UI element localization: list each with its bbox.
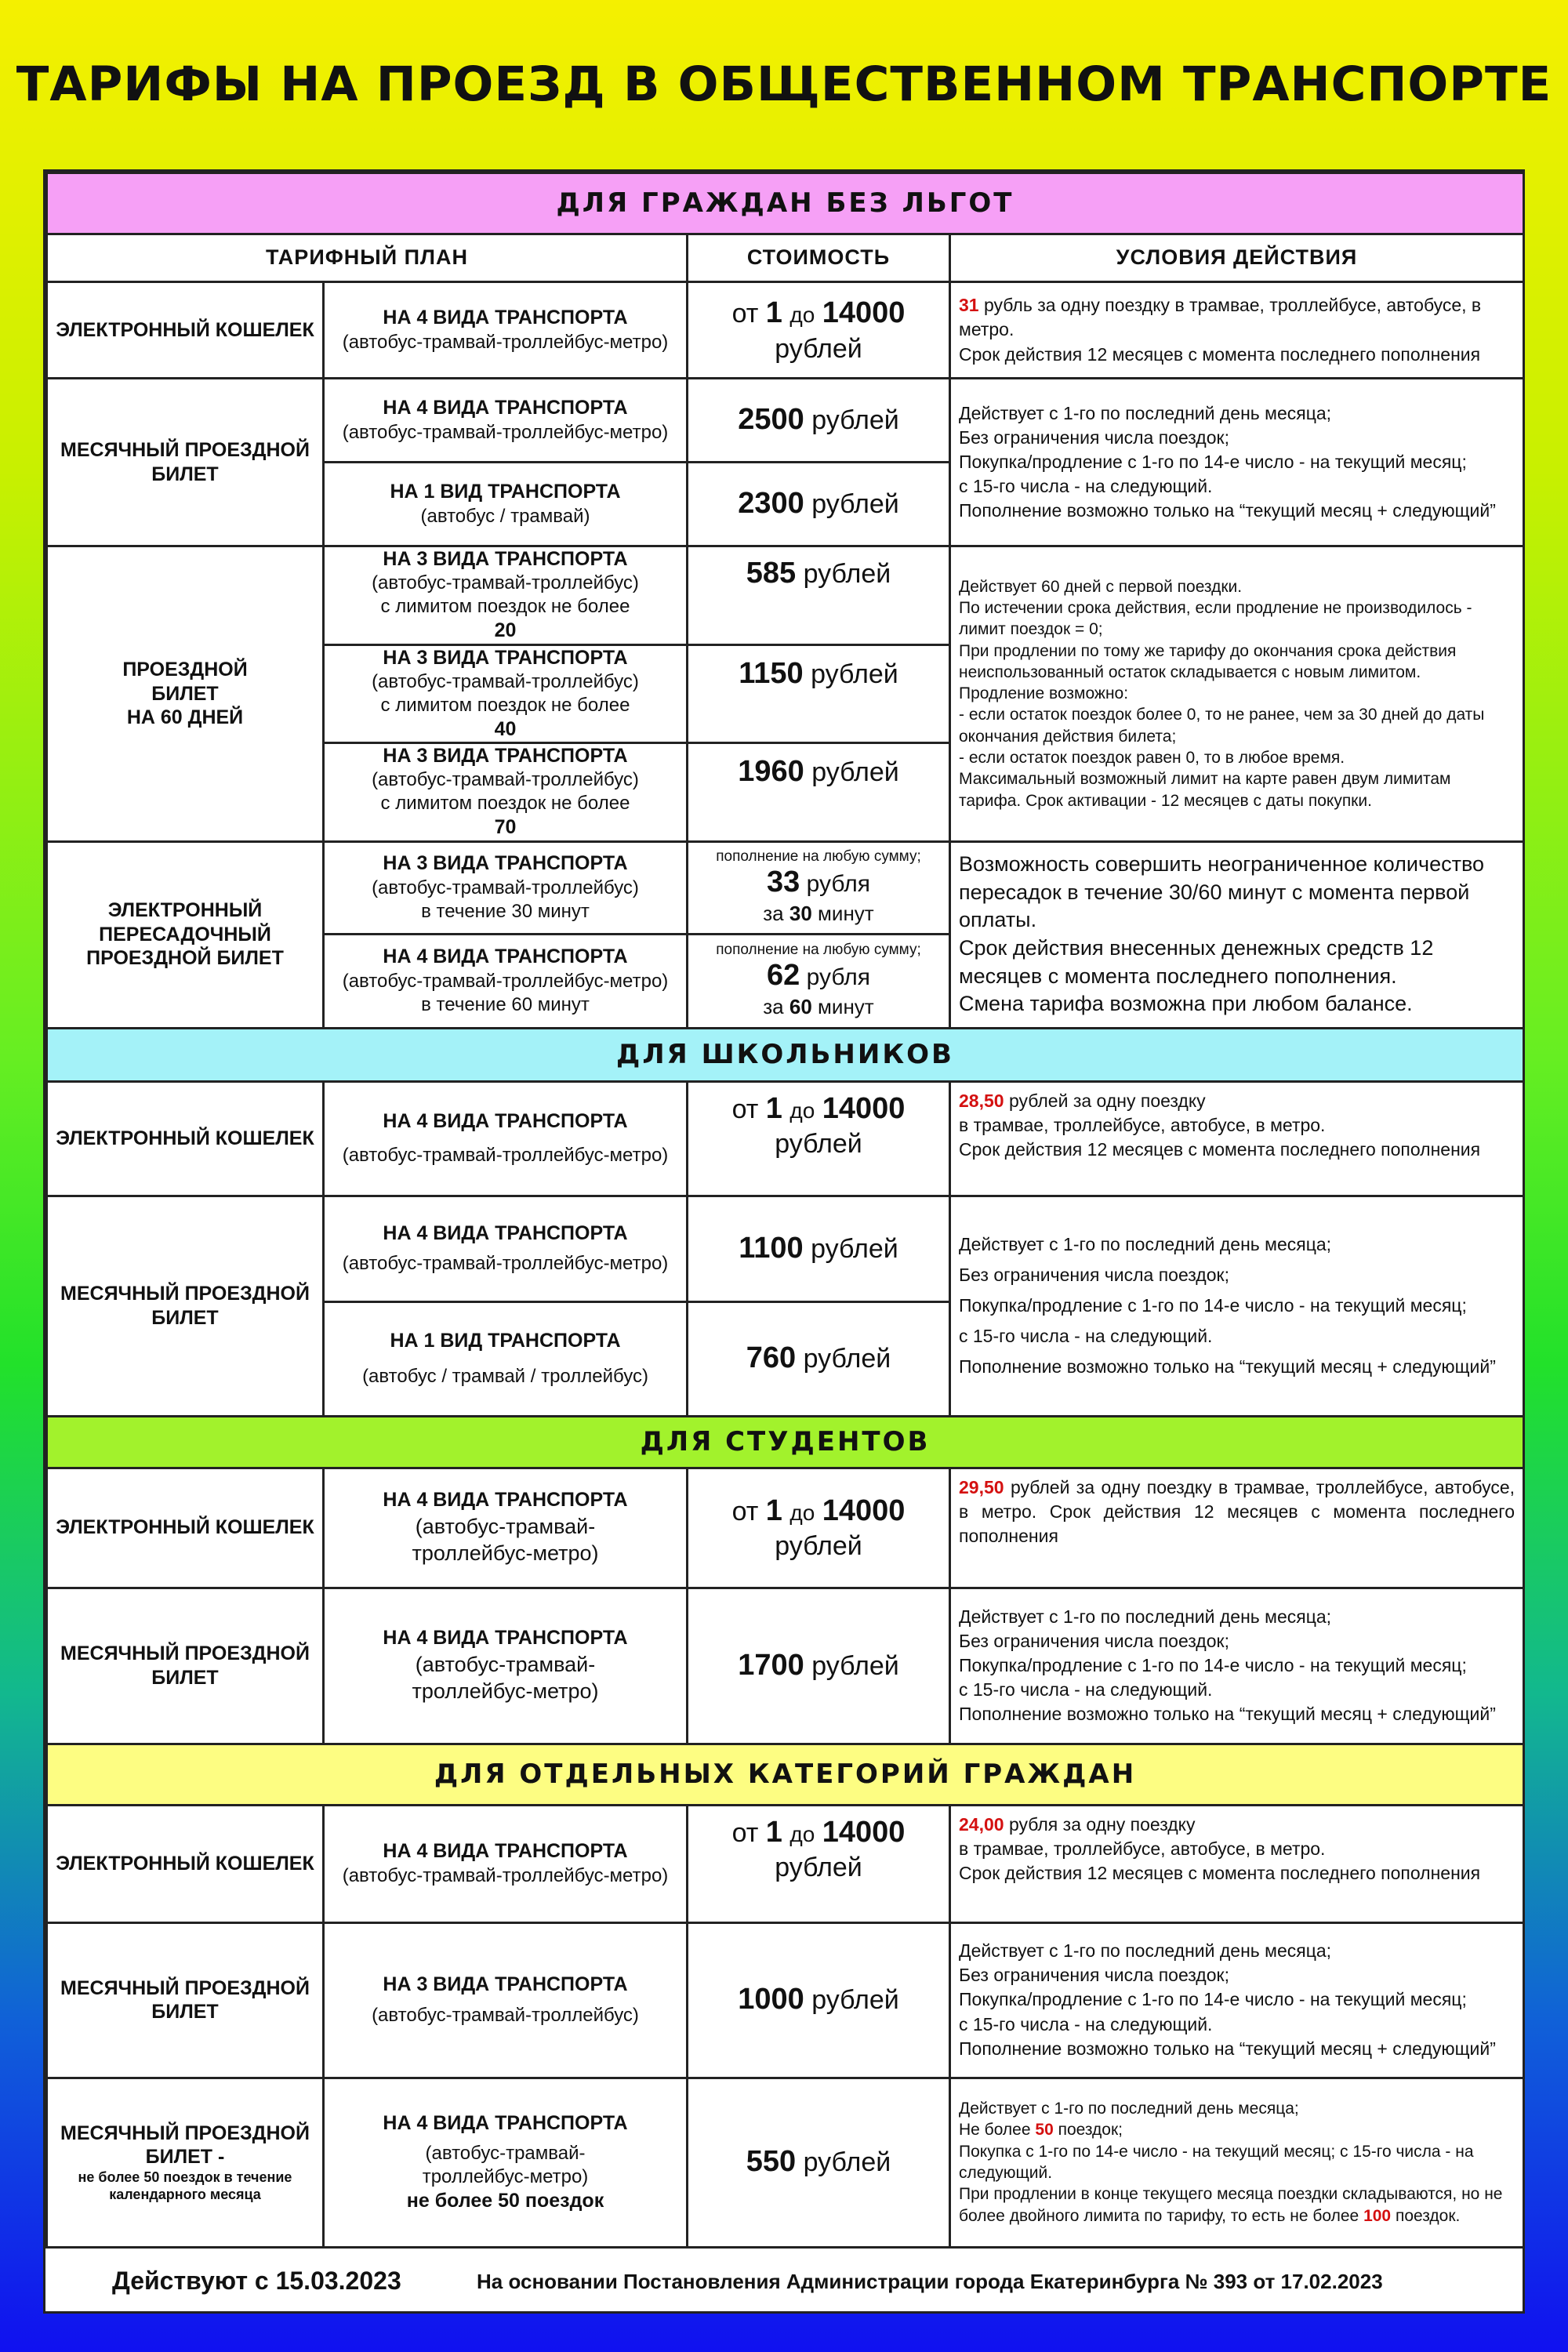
price-cell bbox=[688, 743, 950, 842]
plan-modes: (автобус-трамвай-троллейбус-метро) bbox=[342, 970, 669, 992]
category-cell: ЭЛЕКТРОННЫЙ КОШЕЛЕК bbox=[47, 1805, 324, 1922]
conditions-cell bbox=[950, 1196, 1524, 1416]
table-row bbox=[47, 1081, 1524, 1196]
table-row bbox=[47, 1196, 1524, 1301]
condition-line: в трамвае, троллейбусе, автобусе, в метро. bbox=[959, 1838, 1326, 1859]
condition-line: Действует с 1-го по последний день месяца; bbox=[959, 2100, 1299, 2118]
condition-line: в трамвае, троллейбусе, автобусе, в метро. bbox=[959, 1114, 1326, 1135]
condition-line: рублей за одну поездку в трамвае, троллейбусе, автобусе, в метро. Срок действия 12 месяцев с момента последнего пополнения bbox=[959, 1476, 1515, 1546]
table-row bbox=[47, 546, 1524, 645]
section-title: ДЛЯ ГРАЖДАН БЕЗ ЛЬГОТ bbox=[47, 173, 1524, 234]
table-row bbox=[47, 841, 1524, 934]
price-cell bbox=[688, 282, 950, 379]
condition-line: Покупка с 1-го по 14-е число - на текущий месяц; с 15-го числа - на следующий. bbox=[959, 2142, 1474, 2182]
plan-time: в течение 60 минут bbox=[421, 993, 590, 1015]
plan-modes: (автобус / трамвай / троллейбус) bbox=[362, 1365, 648, 1387]
conditions-cell bbox=[950, 1588, 1524, 1744]
price-to: до bbox=[789, 303, 815, 327]
condition-line: При продлении в конце текущего месяца поездки складываются, но не более двойного лимита по тарифу, то есть не более bbox=[959, 2185, 1503, 2225]
table-row bbox=[47, 1588, 1524, 1744]
plan-modes: (автобус-трамвай-троллейбус) bbox=[372, 877, 639, 898]
plan-modes: (автобус-трамвай-троллейбус-метро) bbox=[342, 1144, 669, 1166]
plan-cell bbox=[324, 743, 688, 842]
legal-basis: На основании Постановления Администрации города Екатеринбурга № 393 от 17.02.2023 bbox=[477, 2270, 1383, 2293]
condition-line: поездок; bbox=[1058, 2121, 1123, 2140]
plan-modes: (автобус-трамвай-троллейбус) bbox=[372, 769, 639, 791]
category-cell: ЭЛЕКТРОННЫЙ КОШЕЛЕК bbox=[47, 282, 324, 379]
conditions-cell bbox=[950, 546, 1524, 842]
limit-text: с лимитом поездок не более bbox=[380, 694, 630, 716]
trip-limit-value: 50 bbox=[1035, 2121, 1054, 2140]
condition-line: Покупка/продление с 1-го по 14-е число - на текущий месяц; bbox=[959, 451, 1467, 472]
category-title: МЕСЯЧНЫЙ ПРОЕЗДНОЙ БИЛЕТ - bbox=[60, 2122, 310, 2169]
condition-line: Смена тарифа возможна при любом балансе. bbox=[959, 992, 1413, 1016]
plan-cell bbox=[324, 1922, 688, 2078]
plan-modes: (автобус-трамвай-троллейбус-метро) bbox=[412, 1515, 599, 1566]
plan-cell bbox=[324, 463, 688, 546]
plan-cell bbox=[324, 1301, 688, 1416]
plan-modes: (автобус-трамвай-троллейбус-метро) bbox=[342, 1253, 669, 1275]
section-students-header bbox=[47, 1416, 1524, 1468]
plan-title: НА 4 ВИДА ТРАНСПОРТА bbox=[383, 1110, 628, 1133]
price-value: 760 bbox=[746, 1341, 797, 1375]
price-cell bbox=[688, 1081, 950, 1196]
price-from: от bbox=[731, 1094, 759, 1124]
plan-title: НА 1 ВИД ТРАНСПОРТА bbox=[390, 1330, 621, 1352]
price-cell bbox=[688, 546, 950, 645]
plan-modes: (автобус-трамвай-троллейбус-метро) bbox=[422, 2143, 589, 2187]
price-cell bbox=[688, 1301, 950, 1416]
col-plan-header: ТАРИФНЫЙ ПЛАН bbox=[47, 234, 688, 282]
condition-line: Пополнение возможно только на “текущий месяц + следующий” bbox=[959, 1356, 1496, 1377]
condition-line: - если остаток поездок равен 0, то в любое время. bbox=[959, 748, 1345, 767]
plan-modes: (автобус-трамвай-троллейбус-метро) bbox=[342, 331, 669, 353]
plan-title: НА 4 ВИДА ТРАНСПОРТА bbox=[383, 946, 628, 968]
category-cell: МЕСЯЧНЫЙ ПРОЕЗДНОЙ БИЛЕТ bbox=[47, 1196, 324, 1416]
col-cond-header: УСЛОВИЯ ДЕЙСТВИЯ bbox=[950, 234, 1524, 282]
condition-line: Действует с 1-го по последний день месяца; bbox=[959, 1606, 1332, 1627]
price-value: 1150 bbox=[739, 656, 804, 690]
fare-value: 24,00 bbox=[959, 1813, 1004, 1835]
section-title: ДЛЯ ОТДЕЛЬНЫХ КАТЕГОРИЙ ГРАЖДАН bbox=[47, 1744, 1524, 1805]
price-unit: рублей bbox=[811, 405, 899, 436]
condition-line: Возможность совершить неограниченное количество пересадок в течение 30/60 минут с момента первой оплаты. bbox=[959, 852, 1485, 932]
price-value: 1960 bbox=[738, 755, 804, 788]
price-value: 585 bbox=[746, 557, 797, 590]
plan-title: НА 4 ВИДА ТРАНСПОРТА bbox=[383, 397, 628, 419]
minutes-unit: минут bbox=[818, 901, 874, 925]
plan-limit: не более 50 поездок bbox=[406, 2190, 604, 2212]
price-unit: рублей bbox=[803, 559, 891, 589]
conditions-cell bbox=[950, 841, 1524, 1028]
price-to: до bbox=[789, 1821, 815, 1846]
category-cell: ЭЛЕКТРОННЫЙ КОШЕЛЕК bbox=[47, 1468, 324, 1588]
condition-line: рублей за одну поездку bbox=[1008, 1090, 1206, 1111]
condition-line: Срок действия 12 месяцев с момента последнего пополнения bbox=[959, 1862, 1481, 1883]
price-value: 1100 bbox=[739, 1231, 804, 1265]
category-cell bbox=[47, 2078, 324, 2247]
plan-title: НА 4 ВИДА ТРАНСПОРТА bbox=[383, 307, 628, 329]
price-cell bbox=[688, 644, 950, 743]
limit-value: 40 bbox=[494, 717, 517, 740]
plan-cell bbox=[324, 1468, 688, 1588]
plan-cell bbox=[324, 841, 688, 934]
condition-line: Действует 60 дней с первой поездки. bbox=[959, 577, 1243, 596]
fare-value: 28,50 bbox=[959, 1090, 1004, 1111]
plan-title: НА 4 ВИДА ТРАНСПОРТА bbox=[383, 1489, 628, 1512]
minutes-value: 30 bbox=[789, 901, 812, 925]
category-cell: МЕСЯЧНЫЙ ПРОЕЗДНОЙ БИЛЕТ bbox=[47, 1922, 324, 2078]
tariff-table-sheet bbox=[43, 169, 1525, 2314]
price-cell bbox=[688, 1468, 950, 1588]
price-unit: рублей bbox=[811, 659, 898, 689]
table-row bbox=[47, 379, 1524, 463]
condition-line: - если остаток поездок более 0, то не ранее, чем за 30 дней до даты окончания действия билета; bbox=[959, 706, 1485, 746]
price-max: 14000 bbox=[822, 1091, 906, 1125]
conditions-cell bbox=[950, 282, 1524, 379]
topup-note: пополнение на любую сумму; bbox=[716, 941, 921, 958]
price-min: 1 bbox=[765, 1494, 782, 1527]
price-from: от bbox=[731, 1496, 759, 1526]
table-row bbox=[47, 1468, 1524, 1588]
condition-line: рубль за одну поездку в трамвае, троллейбусе, автобусе, в метро. bbox=[959, 295, 1482, 340]
plan-modes: (автобус-трамвай-троллейбус-метро) bbox=[412, 1653, 599, 1704]
price-unit: рублей bbox=[811, 1985, 899, 2016]
plan-title: НА 4 ВИДА ТРАНСПОРТА bbox=[383, 1221, 628, 1244]
plan-title: НА 4 ВИДА ТРАНСПОРТА bbox=[383, 1840, 628, 1863]
fare-value: 29,50 bbox=[959, 1476, 1004, 1497]
price-max: 14000 bbox=[822, 296, 906, 329]
fare-value: 31 bbox=[959, 295, 979, 316]
price-value: 2500 bbox=[738, 403, 804, 437]
plan-title: НА 4 ВИДА ТРАНСПОРТА bbox=[383, 1627, 628, 1650]
section-title: ДЛЯ СТУДЕНТОВ bbox=[47, 1416, 1524, 1468]
plan-modes: (автобус-трамвай-троллейбус) bbox=[372, 2004, 639, 2026]
condition-line: Срок действия внесенных денежных средств 12 месяцев с момента последнего пополнения. bbox=[959, 936, 1434, 988]
price-from: от bbox=[731, 299, 759, 328]
column-headers bbox=[47, 234, 1524, 282]
price-unit: рублей bbox=[811, 757, 899, 787]
price-cell bbox=[688, 463, 950, 546]
limit-text: с лимитом поездок не более bbox=[380, 793, 630, 815]
plan-title: НА 1 ВИД ТРАНСПОРТА bbox=[390, 481, 621, 503]
condition-line: Пополнение возможно только на “текущий месяц + следующий” bbox=[959, 500, 1496, 521]
price-cell bbox=[688, 1805, 950, 1922]
category-line: БИЛЕТ bbox=[151, 682, 219, 705]
price-unit: рублей bbox=[775, 1531, 862, 1561]
category-cell bbox=[47, 546, 324, 842]
plan-time: в течение 30 минут bbox=[421, 900, 590, 922]
minutes-unit: минут bbox=[818, 994, 874, 1018]
conditions-cell bbox=[950, 1081, 1524, 1196]
price-cell bbox=[688, 1588, 950, 1744]
price-unit: рубля bbox=[806, 964, 870, 990]
condition-line: Продление возможно: bbox=[959, 684, 1129, 703]
price-min: 1 bbox=[765, 296, 782, 329]
price-unit: рублей bbox=[775, 1129, 862, 1159]
condition-line: поездок. bbox=[1395, 2206, 1461, 2225]
price-unit: рублей bbox=[775, 333, 862, 364]
condition-line: При продлении по тому же тарифу до окончания срока действия неиспользованный остаток складывается с новым лимитом. bbox=[959, 641, 1457, 681]
section-school-header bbox=[47, 1028, 1524, 1081]
condition-line: Без ограничения числа поездок; bbox=[959, 1630, 1229, 1651]
page-title: ТАРИФЫ НА ПРОЕЗД В ОБЩЕСТВЕННОМ ТРАНСПОРТЕ bbox=[16, 56, 1552, 112]
plan-modes: (автобус-трамвай-троллейбус) bbox=[372, 670, 639, 692]
plan-cell bbox=[324, 644, 688, 743]
price-cell bbox=[688, 934, 950, 1028]
limit-value: 20 bbox=[494, 619, 517, 642]
plan-cell bbox=[324, 1196, 688, 1301]
category-cell: МЕСЯЧНЫЙ ПРОЕЗДНОЙ БИЛЕТ bbox=[47, 1588, 324, 1744]
category-line: ПРОЕЗДНОЙ bbox=[122, 659, 248, 681]
price-value: 1000 bbox=[738, 1983, 804, 2016]
section-general-header bbox=[47, 173, 1524, 234]
plan-modes: (автобус-трамвай-троллейбус-метро) bbox=[342, 421, 669, 443]
table-row bbox=[47, 1805, 1524, 1922]
category-line: НА 60 ДНЕЙ bbox=[126, 706, 244, 728]
table-row bbox=[47, 1922, 1524, 2078]
plan-title: НА 4 ВИДА ТРАНСПОРТА bbox=[383, 2111, 628, 2134]
condition-line: Действует с 1-го по последний день месяца; bbox=[959, 1940, 1332, 1962]
category-note: не более 50 поездок в течение календарного месяца bbox=[78, 2169, 292, 2202]
price-unit: рублей bbox=[775, 1853, 862, 1882]
price-cell bbox=[688, 841, 950, 934]
price-cell bbox=[688, 1196, 950, 1301]
conditions-cell bbox=[950, 1922, 1524, 2078]
price-unit: рублей bbox=[811, 489, 899, 520]
tariff-table bbox=[45, 172, 1525, 2249]
condition-line: Без ограничения числа поездок; bbox=[959, 426, 1229, 448]
plan-cell bbox=[324, 934, 688, 1028]
price-value: 2300 bbox=[738, 487, 804, 521]
minutes-value: 60 bbox=[789, 994, 812, 1018]
limit-value: 70 bbox=[494, 816, 517, 839]
price-to: до bbox=[789, 1098, 815, 1123]
price-unit: рублей bbox=[811, 1233, 898, 1264]
condition-line: Без ограничения числа поездок; bbox=[959, 1965, 1229, 1986]
category-cell: ЭЛЕКТРОННЫЙ ПЕРЕСАДОЧНЫЙ ПРОЕЗДНОЙ БИЛЕТ bbox=[47, 841, 324, 1028]
condition-line: Без ограничения числа поездок; bbox=[959, 1264, 1229, 1285]
table-row bbox=[47, 282, 1524, 379]
plan-title: НА 3 ВИДА ТРАНСПОРТА bbox=[383, 646, 628, 669]
max-trips-value: 100 bbox=[1363, 2206, 1392, 2225]
section-special-header bbox=[47, 1744, 1524, 1805]
price-max: 14000 bbox=[822, 1494, 906, 1527]
price-cell bbox=[688, 2078, 950, 2247]
condition-line: Не более bbox=[959, 2121, 1031, 2140]
price-value: 1700 bbox=[738, 1648, 804, 1682]
conditions-cell bbox=[950, 379, 1524, 546]
price-cell bbox=[688, 1922, 950, 2078]
plan-title: НА 3 ВИДА ТРАНСПОРТА bbox=[383, 852, 628, 875]
plan-title: НА 3 ВИДА ТРАНСПОРТА bbox=[383, 745, 628, 767]
limit-text: с лимитом поездок не более bbox=[380, 596, 630, 618]
table-row bbox=[47, 2078, 1524, 2247]
conditions-cell bbox=[950, 2078, 1524, 2247]
condition-line: Максимальный возможный лимит на карте равен двум лимитам тарифа. Срок активации - 12 месяцев с даты покупки. bbox=[959, 770, 1451, 810]
condition-line: Действует с 1-го по последний день месяца; bbox=[959, 402, 1332, 423]
conditions-cell bbox=[950, 1468, 1524, 1588]
condition-line: Покупка/продление с 1-го по 14-е число - на текущий месяц; bbox=[959, 1654, 1467, 1675]
price-unit: рублей bbox=[811, 1650, 899, 1681]
price-cell bbox=[688, 379, 950, 463]
condition-line: Пополнение возможно только на “текущий месяц + следующий” bbox=[959, 2038, 1496, 2059]
category-cell: МЕСЯЧНЫЙ ПРОЕЗДНОЙ БИЛЕТ bbox=[47, 379, 324, 546]
section-title: ДЛЯ ШКОЛЬНИКОВ bbox=[47, 1028, 1524, 1081]
col-cost-header: СТОИМОСТЬ bbox=[688, 234, 950, 282]
footer bbox=[45, 2249, 1523, 2312]
topup-note: пополнение на любую сумму; bbox=[716, 848, 921, 865]
condition-line: с 15-го числа - на следующий. bbox=[959, 1326, 1213, 1347]
plan-title: НА 3 ВИДА ТРАНСПОРТА bbox=[383, 548, 628, 570]
plan-modes: (автобус-трамвай-троллейбус-метро) bbox=[342, 1864, 669, 1886]
condition-line: с 15-го числа - на следующий. bbox=[959, 1679, 1213, 1700]
plan-cell bbox=[324, 2078, 688, 2247]
price-value: 62 bbox=[767, 958, 800, 992]
plan-modes: (автобус / трамвай) bbox=[420, 505, 590, 527]
price-unit: рубля bbox=[806, 870, 870, 897]
condition-line: Пополнение возможно только на “текущий месяц + следующий” bbox=[959, 1704, 1496, 1725]
plan-cell bbox=[324, 1081, 688, 1196]
conditions-cell bbox=[950, 1805, 1524, 1922]
condition-line: Срок действия 12 месяцев с момента последнего пополнения bbox=[959, 1138, 1481, 1160]
condition-line: с 15-го числа - на следующий. bbox=[959, 476, 1213, 497]
price-for: за bbox=[763, 901, 784, 925]
condition-line: Действует с 1-го по последний день месяца; bbox=[959, 1233, 1332, 1254]
condition-line: Срок действия 12 месяцев с момента последнего пополнения bbox=[959, 343, 1481, 365]
price-to: до bbox=[789, 1500, 815, 1525]
plan-modes: (автобус-трамвай-троллейбус) bbox=[372, 572, 639, 594]
price-min: 1 bbox=[765, 1815, 782, 1849]
price-unit: рублей bbox=[803, 1344, 891, 1374]
category-cell: ЭЛЕКТРОННЫЙ КОШЕЛЕК bbox=[47, 1081, 324, 1196]
plan-cell bbox=[324, 282, 688, 379]
plan-title: НА 3 ВИДА ТРАНСПОРТА bbox=[383, 1973, 628, 1996]
price-max: 14000 bbox=[822, 1815, 906, 1849]
condition-line: Покупка/продление с 1-го по 14-е число - на текущий месяц; bbox=[959, 1294, 1467, 1316]
valid-from: Действуют с 15.03.2023 bbox=[112, 2267, 401, 2295]
price-unit: рублей bbox=[803, 2147, 891, 2178]
condition-line: рубля за одну поездку bbox=[1008, 1813, 1196, 1835]
price-value: 550 bbox=[746, 2145, 797, 2179]
plan-cell bbox=[324, 1805, 688, 1922]
price-min: 1 bbox=[765, 1091, 782, 1125]
plan-cell bbox=[324, 1588, 688, 1744]
condition-line: с 15-го числа - на следующий. bbox=[959, 2013, 1213, 2034]
condition-line: По истечении срока действия, если продление не производилось - лимит поездок = 0; bbox=[959, 598, 1472, 639]
plan-cell bbox=[324, 379, 688, 463]
condition-line: Покупка/продление с 1-го по 14-е число - на текущий месяц; bbox=[959, 1989, 1467, 2010]
price-value: 33 bbox=[767, 865, 800, 898]
plan-cell bbox=[324, 546, 688, 645]
price-for: за bbox=[763, 994, 784, 1018]
price-from: от bbox=[731, 1817, 759, 1848]
